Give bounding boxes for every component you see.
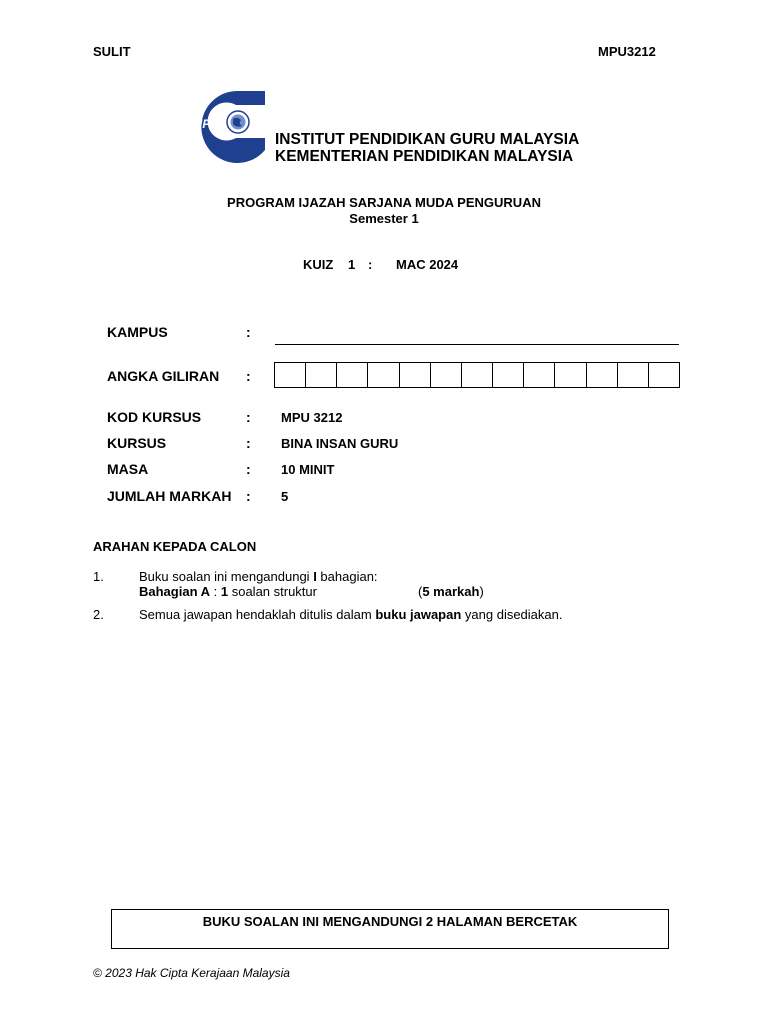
field-value-jumlah-markah: 5 [281, 489, 289, 504]
angka-giliran-box[interactable] [368, 363, 399, 387]
angka-giliran-box[interactable] [524, 363, 555, 387]
angka-giliran-box[interactable] [400, 363, 431, 387]
quiz-number: 1 [348, 257, 356, 272]
field-colon: : [246, 488, 251, 504]
kampus-input-line[interactable] [275, 344, 679, 345]
field-colon: : [246, 435, 251, 451]
field-label-jumlah-markah: JUMLAH MARKAH [107, 488, 232, 504]
course-code-header: MPU3212 [598, 44, 656, 59]
field-value-kursus: BINA INSAN GURU [281, 436, 399, 451]
quiz-date: MAC 2024 [396, 257, 459, 272]
angka-giliran-box[interactable] [587, 363, 618, 387]
instruction-number: 2. [93, 607, 104, 622]
kampus-colon: : [246, 324, 251, 340]
instruction-1-text: Buku soalan ini mengandungi I bahagian: [139, 569, 378, 584]
program-title: PROGRAM IJAZAH SARJANA MUDA PENGURUAN [227, 195, 541, 210]
angka-giliran-colon: : [246, 368, 251, 384]
field-colon: : [246, 409, 251, 425]
field-label-kursus: KURSUS [107, 435, 167, 451]
copyright-notice: © 2023 Hak Cipta Kerajaan Malaysia [93, 966, 290, 980]
angka-giliran-box[interactable] [493, 363, 524, 387]
instruction-1-marks: (5 markah) [418, 584, 484, 599]
angka-giliran-box[interactable] [618, 363, 649, 387]
institution-name: INSTITUT PENDIDIKAN GURU MALAYSIA [275, 131, 580, 148]
field-label-masa: MASA [107, 461, 149, 477]
angka-giliran-box[interactable] [306, 363, 337, 387]
angka-giliran-box[interactable] [275, 363, 306, 387]
instruction-2-text: Semua jawapan hendaklah ditulis dalam buku jawapan yang disediakan. [139, 607, 563, 622]
quiz-separator: : [368, 257, 373, 272]
semester-label: Semester 1 [349, 211, 419, 226]
angka-giliran-box[interactable] [462, 363, 493, 387]
angka-giliran-box[interactable] [555, 363, 586, 387]
page-count-notice: BUKU SOALAN INI MENGANDUNGI 2 HALAMAN BERCETAK [202, 914, 578, 929]
field-value-kod-kursus: MPU 3212 [281, 410, 343, 425]
field-colon: : [246, 461, 251, 477]
ipg-logo [197, 88, 267, 166]
ministry-name: KEMENTERIAN PENDIDIKAN MALAYSIA [275, 148, 574, 165]
classification-label: SULIT [93, 44, 131, 59]
instruction-1-section: Bahagian A : 1 soalan struktur [139, 584, 317, 599]
quiz-label: KUIZ [303, 257, 334, 272]
svg-text:IPG: IPG [199, 117, 220, 131]
angka-giliran-box[interactable] [431, 363, 462, 387]
instructions-heading: ARAHAN KEPADA CALON [93, 539, 257, 554]
angka-giliran-box[interactable] [649, 363, 679, 387]
field-value-masa: 10 MINIT [281, 462, 335, 477]
angka-giliran-boxes[interactable] [274, 362, 680, 388]
kampus-label: KAMPUS [107, 324, 168, 340]
instruction-number: 1. [93, 569, 104, 584]
angka-giliran-box[interactable] [337, 363, 368, 387]
field-label-kod-kursus: KOD KURSUS [107, 409, 202, 425]
angka-giliran-label: ANGKA GILIRAN [107, 368, 220, 384]
